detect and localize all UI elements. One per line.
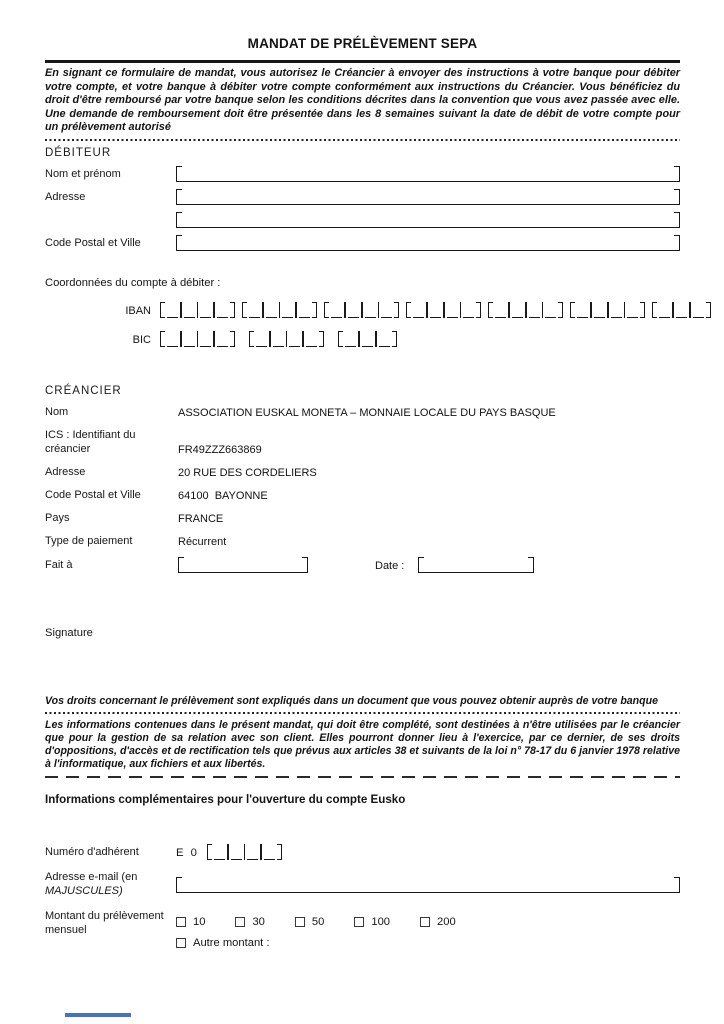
signature-label: Signature (45, 626, 93, 639)
creditor-heading: CRÉANCIER (45, 384, 122, 397)
amount-option-100[interactable] (354, 916, 390, 928)
amount-options-line2 (176, 937, 456, 949)
checkbox-50-icon[interactable] (295, 917, 305, 927)
date-label: Date : (375, 559, 405, 572)
date-input[interactable] (418, 557, 534, 573)
debtor-postal-label: Code Postal et Ville (45, 236, 141, 249)
member-number-row (45, 844, 680, 860)
debtor-name-input[interactable] (176, 166, 680, 182)
debtor-address2-input[interactable] (176, 212, 680, 228)
amount-50-label: 50 (311, 916, 325, 929)
amount-option-other[interactable] (176, 937, 270, 949)
creditor-ics-value: FR49ZZZ663869 (178, 443, 262, 456)
member-number-prefix: E 0 (176, 847, 199, 860)
debtor-address-label: Adresse (45, 190, 86, 203)
amount-100-label: 100 (371, 916, 391, 929)
other-amount-label: Autre montant : (193, 937, 270, 950)
debtor-name-label: Nom et prénom (45, 167, 121, 180)
creditor-address-row (45, 465, 680, 480)
iban-row (45, 302, 680, 318)
amount-option-10[interactable] (176, 916, 205, 928)
creditor-ics-row (45, 428, 680, 457)
email-row (45, 870, 680, 899)
creditor-address-label: Adresse (45, 465, 86, 478)
debtor-address-input[interactable] (176, 189, 680, 205)
bic-input[interactable] (160, 331, 397, 347)
account-heading: Coordonnées du compte à débiter : (45, 276, 221, 289)
place-input[interactable] (178, 557, 308, 573)
payment-type-label: Type de paiement (45, 534, 133, 547)
creditor-address-value: 20 RUE DES CORDELIERS (178, 466, 317, 479)
member-number-input[interactable] (207, 844, 282, 860)
creditor-postal-label: Code Postal et Ville (45, 488, 141, 501)
notes-separator (45, 712, 680, 714)
creditor-country-label: Pays (45, 511, 70, 524)
rights-note: Vos droits concernant le prélèvement sont expliqués dans un document que vous pouvez obtenir auprès de votre banque (45, 694, 658, 707)
debtor-postal-input[interactable] (176, 235, 680, 251)
monthly-amount-label: Montant du prélèvement mensuel (45, 910, 164, 937)
amount-options (176, 909, 456, 949)
iban-label: IBAN (125, 304, 151, 317)
checkbox-100-icon[interactable] (354, 917, 364, 927)
amount-option-30[interactable] (235, 916, 264, 928)
signature-area[interactable] (45, 639, 680, 681)
page-title: MANDAT DE PRÉLÈVEMENT SEPA (247, 36, 478, 51)
amount-option-200[interactable] (420, 916, 456, 928)
member-number-label: Numéro d'adhérent (45, 846, 139, 859)
debtor-address-row (45, 189, 680, 205)
mandate-authorization-text: En signant ce formulaire de mandat, vous autorisez le Créancier à envoyer des instructions à votre banque pour débiter votre compte, et votre banque à débiter votre compte conformément aux instructions du Créancier. Vous bénéficiez du droit d'être remboursé par votre banque selon les conditions décrites dans la convention que vous avez passée avec elle. Une demande de remboursement doit être présentée dans les 8 semaines suivant la date de débit de votre compte pour un prélèvement autorisé (45, 67, 680, 134)
bic-row (45, 331, 680, 347)
creditor-postal-value: 64100 BAYONNE (178, 489, 268, 502)
checkbox-30-icon[interactable] (235, 917, 245, 927)
bic-label: BIC (132, 333, 151, 346)
amount-10-label: 10 (193, 916, 206, 929)
place-date-row (45, 557, 680, 573)
checkbox-200-icon[interactable] (420, 917, 430, 927)
amount-option-50[interactable] (295, 916, 324, 928)
title-rule (45, 60, 680, 63)
monthly-amount-row (45, 909, 680, 949)
eusko-heading: Informations complémentaires pour l'ouverture du compte Eusko (45, 793, 406, 807)
debtor-address2-label (45, 227, 176, 228)
creditor-name-row (45, 405, 680, 420)
debtor-heading: DÉBITEUR (45, 146, 112, 159)
payment-type-row (45, 534, 680, 549)
amount-options-line1 (176, 916, 456, 928)
creditor-name-label: Nom (45, 405, 69, 418)
email-label: Adresse e-mail (en MAJUSCULES) (45, 871, 138, 898)
footer-accent-bar (65, 1013, 131, 1017)
intro-separator (45, 139, 680, 141)
iban-input[interactable] (160, 302, 711, 318)
creditor-name-value: ASSOCIATION EUSKAL MONETA – MONNAIE LOCALE DU PAYS BASQUE (178, 406, 556, 419)
section-cut-line (45, 776, 680, 778)
amount-30-label: 30 (252, 916, 265, 929)
payment-type-value: Récurrent (178, 535, 227, 548)
debtor-postal-row (45, 235, 680, 251)
creditor-country-row (45, 511, 680, 526)
debtor-address2-row (45, 212, 680, 228)
checkbox-10-icon[interactable] (176, 917, 186, 927)
debtor-name-row (45, 166, 680, 182)
legal-note: Les informations contenues dans le présent mandat, qui doit être complété, sont destinées à n'être utilisées par le créancier que pour la gestion de sa relation avec son client. Elles pourront donner lieu à l'exercice, par ce dernier, de ses droits d'oppositions, d'accès et de rectification tels que prévus aux articles 38 et suivants de la loi n° 78-17 du 6 janvier 1978 relative à l'informatique, aux fichiers et aux libertés. (45, 718, 680, 770)
amount-200-label: 200 (437, 916, 456, 929)
checkbox-other-icon[interactable] (176, 938, 186, 948)
creditor-ics-label: ICS : Identifiant du créancier (45, 428, 136, 455)
email-input[interactable] (176, 877, 680, 893)
place-label: Fait à (45, 558, 73, 571)
creditor-postal-row (45, 488, 680, 503)
creditor-country-value: FRANCE (178, 512, 224, 525)
